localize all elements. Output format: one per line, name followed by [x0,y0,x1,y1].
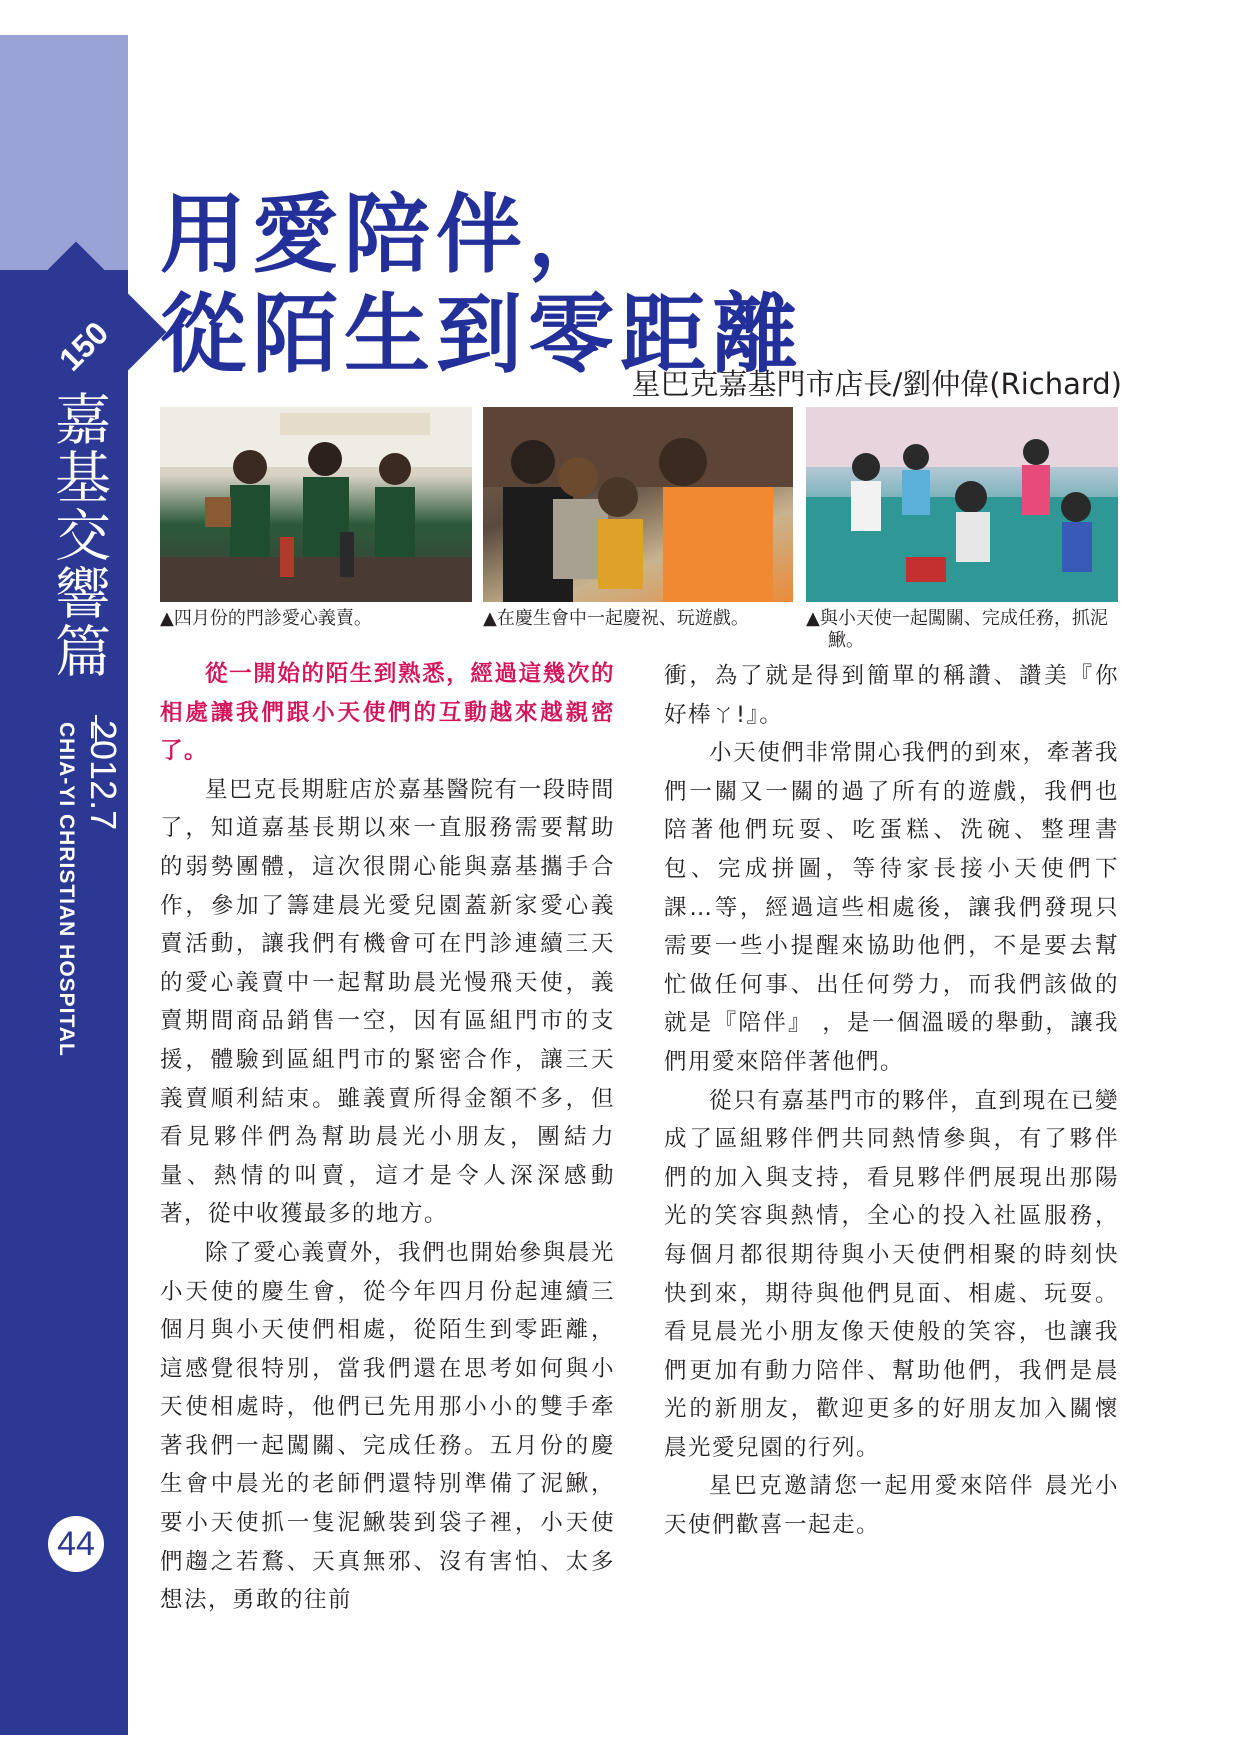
issue-date: 2012.7 [83,720,124,831]
issue-number: 150 [52,314,116,378]
photo-caption-2: ▲在慶生會中一起慶祝、玩遊戲。 [483,608,749,629]
magazine-title: 嘉基交響篇 [46,390,111,680]
paragraph-continued: 衝，為了就是得到簡單的稱讚、讚美『你好棒ㄚ!』。 [664,663,1119,728]
article-lead: 從一開始的陌生到熟悉，經過這幾次的相處讓我們跟小天使們的互動越來越親密了。 [160,661,615,765]
paragraph: 星巴克邀請您一起用愛來陪伴 晨光小天使們歡喜一起走。 [664,1473,1119,1539]
paragraph: 星巴克長期駐店於嘉基醫院有一段時間了，知道嘉基長期以來一直服務需要幫助的弱勢團體，這次很開心能與嘉基攜手合作，參加了籌建晨光愛兒園蓋新家愛心義賣活動，讓我們有機會可在門診連續三天的愛心義賣中一起幫助晨光慢飛天使，義賣期間商品銷售一空，因有區組門市的支援，體驗到區組門市的緊密合作，讓三天義賣順利結束。雖義賣所得金額不多，但看見夥伴們為幫助晨光小朋友，團結力量、熱情的叫賣，這才是令人深深感動著，從中收獲最多的地方。 [160,776,615,1228]
sidebar-top-band [0,35,128,270]
paragraph: 除了愛心義賣外，我們也開始參與晨光小天使的慶生會，從今年四月份起連續三個月與小天使們相處，從陌生到零距離，這感覺很特別，當我們還在思考如何與小天使相處時，他們已先用那小小的雙手牽著我們一起闖關、完成任務。五月份的慶生會中晨光的老師們還特別準備了泥鰍，要小天使抓一隻泥鰍裝到袋子裡，小天使們趨之若鶩、天真無邪、沒有害怕、太多想法，勇敢的往前 [160,1239,615,1614]
paragraph: 從只有嘉基門市的夥伴，直到現在已變成了區組夥伴們共同熱情參與，有了夥伴們的加入與支持，看見夥伴們展現出那陽光的笑容與熱情，全心的投入社區服務，每個月都很期待與小天使們相聚的時刻快快到來，期待與他們見面、相處、玩耍。看見晨光小朋友像天使般的笑容，也讓我們更加有動力陪伴、幫助他們，我們是晨光的新朋友，歡迎更多的好朋友加入關懷晨光愛兒園的行列。 [664,1087,1119,1461]
photo-caption-1: ▲四月份的門診愛心義賣。 [160,608,372,629]
photo-birthday-party [483,407,793,602]
article-title [160,185,804,385]
title-line-2: 從陌生到零距離 [160,284,804,385]
photo-catching-loaches-illustration [806,407,1118,602]
paragraph: 小天使們非常開心我們的到來，牽著我們一關又一關的過了所有的遊戲，我們也陪著他們玩耍、吃蛋糕、洗碗、整理書包、完成拼圖，等待家長接小天使們下課…等，經過這些相處後，讓我們發現只需要一些小提醒來協助他們，不是要去幫忙做任何事、出任何勞力，而我們該做的就是『陪伴』 ，是一個溫暖的舉動，讓我們用愛來陪伴著他們。 [664,740,1119,1075]
photo-charity-sale [160,407,472,602]
hospital-name-english: CHIA-YI CHRISTIAN HOSPITAL [55,722,78,1057]
page-number: 44 [48,1516,104,1572]
article-column-left [160,655,615,1620]
article-author: 星巴克嘉基門市店長/劉仲偉(Richard) [631,367,1122,401]
photo-catching-loaches [806,407,1118,602]
article-column-right [664,657,1119,1545]
photo-caption-3: ▲與小天使一起闖關、完成任務，抓泥鰍。 [806,608,1108,651]
photo-birthday-party-illustration [483,407,793,602]
photo-charity-sale-illustration [160,407,472,602]
title-line-1: 用愛陪伴， [160,184,620,285]
